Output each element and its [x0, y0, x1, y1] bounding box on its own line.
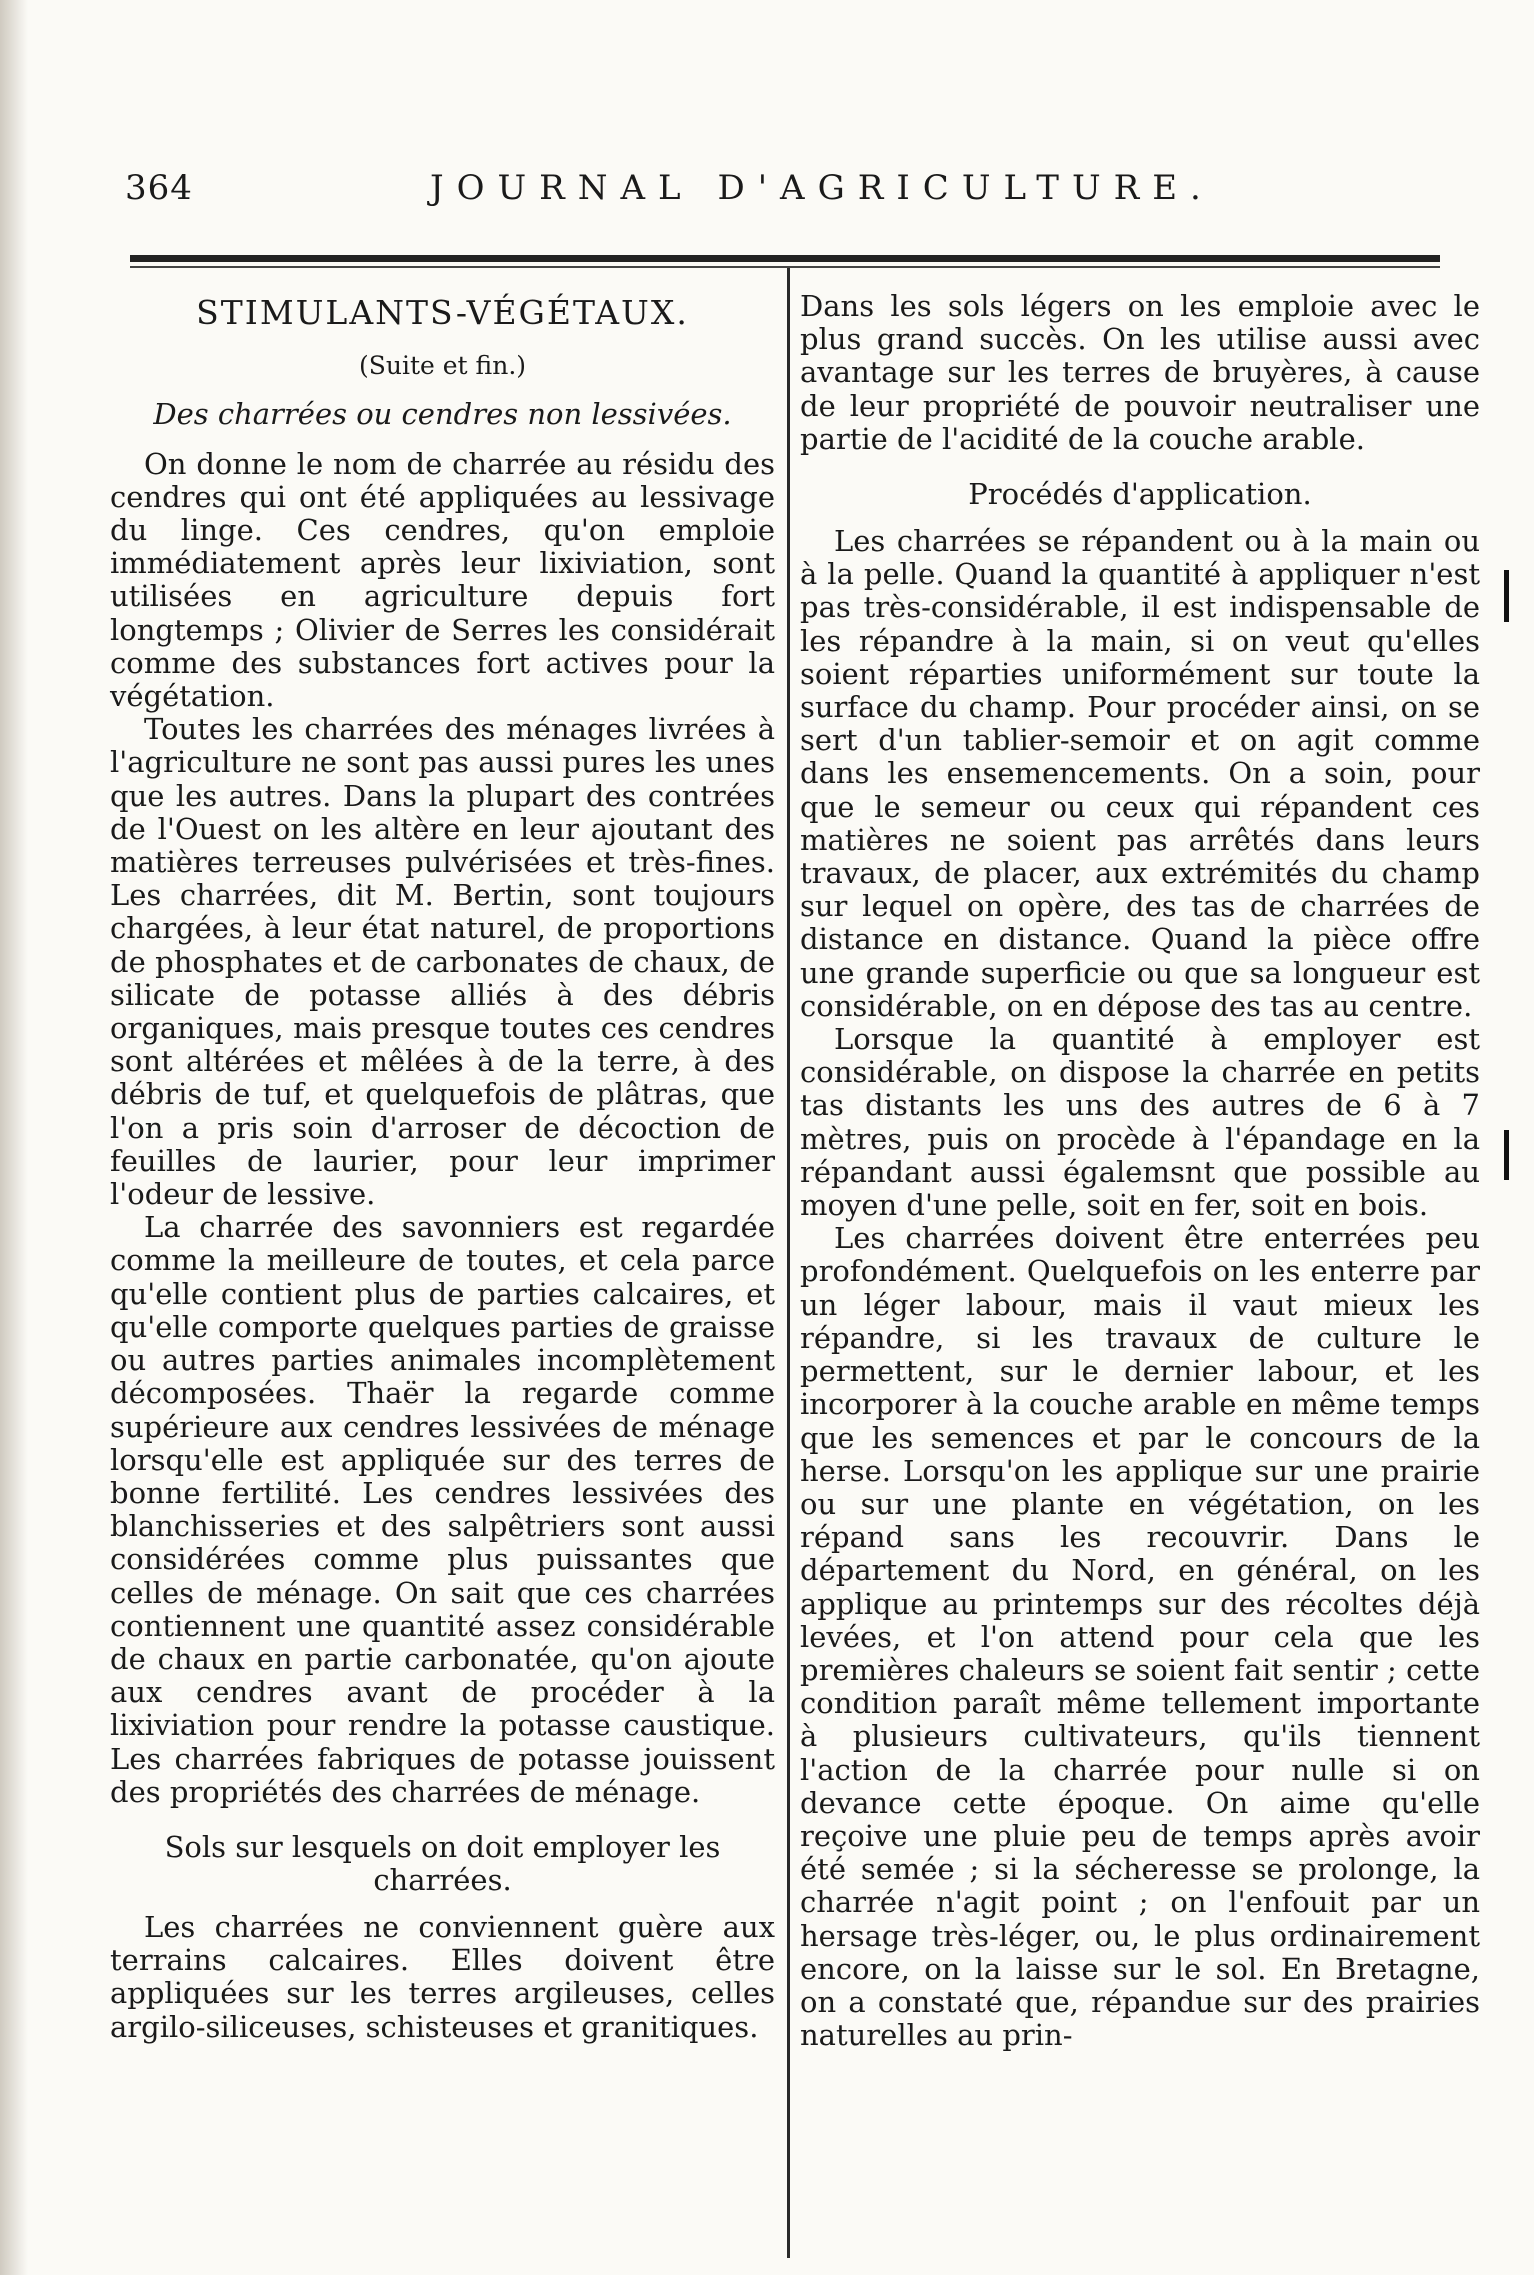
subheading: Sols sur lesquels on doit employer les charrées.: [164, 1829, 721, 1897]
section-subtitle: (Suite et fin.): [358, 351, 527, 381]
paragraph: Les charrées doivent être enterrées peu profondément. Quelquefois on les enterre par un léger labour, mais il vaut mieux les répandre, si les travaux de culture le permettent, sur le dernier labour, et les incorporer à la couche arable en même temps que les semences et par le concours de la herse. Lorsqu'on les applique sur une prairie ou sur une plante en végétation, on les répand sans les recouvrir. Dans le département du Nord, en général, on les applique au printemps sur des récoltes déjà levées, et l'on attend pour cela que les premières chaleurs se soient fait sentir ; cette condition paraît même tellement importante à plusieurs cultivateurs, qu'ils tiennent l'action de la charrée pour nulle si on devance cette époque. On aime qu'elle reçoive une pluie peu de temps après avoir été semée ; si la sécheresse se prolonge, la charrée n'agit point ; on l'enfouit par un hersage très-léger, ou, le plus ordinairement encore, on la laisse sur le sol. En Bretagne, on a constaté que, répandue sur des prairies naturelles au prin-: [800, 1221, 1480, 2053]
page-number: 364: [125, 168, 193, 208]
column-divider: [787, 268, 790, 2258]
section-title: STIMULANTS-VÉGÉTAUX.: [196, 293, 689, 332]
paragraph: Les charrées se répandent ou à la main ou à la pelle. Quand la quantité à appliquer n'est pas très-considérable, il est indispensable de les répandre à la main, si on veut qu'elles soient réparties uniformément sur toute la surface du champ. Pour procéder ainsi, on se sert d'un tablier-semoir et on agit comme dans les ensemencements. On a soin, pour que le semeur ou ceux qui répandent ces matières ne soient pas arrêtés dans leurs travaux, de placer, aux extrémités du champ sur lequel on opère, des tas de charrées de distance en distance. Quand la pièce offre une grande superficie ou que sa longueur est considérable, on en dépose des tas au centre.: [800, 524, 1480, 1023]
header-rule-thin: [130, 266, 1440, 268]
paragraph: Les charrées ne conviennent guère aux terrains calcaires. Elles doivent être appliquées sur les terres argileuses, celles argilo-siliceuses, schisteuses et granitiques.: [110, 1909, 775, 2044]
paragraph: Toutes les charrées des ménages livrées à l'agriculture ne sont pas aussi pures les unes que les autres. Dans la plupart des contrées de l'Ouest on les altère en leur ajoutant des matières terreuses pulvérisées et très-fines. Les charrées, dit M. Bertin, sont toujours chargées, à leur état naturel, de proportions de phosphates et de carbonates de chaux, de silicate de potasse alliés à des débris organiques, mais presque toutes ces cendres sont altérées et mêlées à de la terre, à des débris de tuf, et quelquefois de plâtras, que l'on a pris soin d'arroser de décoction de feuilles de laurier, pour leur imprimer l'odeur de lessive.: [110, 712, 775, 1212]
running-title: JOURNAL D'AGRICULTURE.: [430, 168, 1214, 208]
page-edge-shadow: [0, 0, 28, 2275]
right-column: [800, 290, 1480, 2052]
paragraph: La charrée des savonniers est regardée comme la meilleure de toutes, et cela parce qu'elle contient plus de parties calcaires, et qu'elle comporte quelques parties de graisse ou autres parties animales incomplètement décomposées. Thaër la regarde comme supérieure aux cendres lessivées de ménage lorsqu'elle est appliquée sur des terres de bonne fertilité. Les cendres lessivées des blanchisseries et des salpêtriers sont aussi considérées comme plus puissantes que celles de ménage. On sait que ces charrées contiennent une quantité assez considérable de chaux en partie carbonatée, qu'on ajoute aux cendres avant de procéder à la lixiviation pour rendre la potasse caustique. Les charrées fabriques de potasse jouissent des propriétés des charrées de ménage.: [110, 1210, 775, 1809]
page-header: [125, 168, 1435, 218]
paragraph: Dans les sols légers on les emploie avec le plus grand succès. On les utilise aussi avec avantage sur les terres de bruyères, à cause de leur propriété de pouvoir neutraliser une partie de l'acidité de la couche arable.: [800, 289, 1480, 456]
left-column: [110, 290, 775, 2044]
margin-mark: [1504, 570, 1509, 622]
header-rule-thick: [130, 255, 1440, 262]
section-heading: Des charrées ou cendres non lessivées.: [153, 397, 732, 432]
paragraph: Lorsque la quantité à employer est considérable, on dispose la charrée en petits tas distants les uns des autres de 6 à 7 mètres, puis on procède à l'épandage en la répandant aussi égalemsnt que possible au moyen d'une pelle, soit en fer, soit en bois.: [800, 1022, 1480, 1223]
paragraph: On donne le nom de charrée au résidu des cendres qui ont été appliquées au lessivage du linge. Ces cendres, qu'on emploie immédiatement après leur lixiviation, sont utilisées en agriculture depuis fort longtemps ; Olivier de Serres les considérait comme des substances fort actives pour la végétation.: [110, 446, 775, 714]
subheading: Procédés d'application.: [968, 477, 1312, 512]
margin-mark: [1504, 1130, 1509, 1180]
